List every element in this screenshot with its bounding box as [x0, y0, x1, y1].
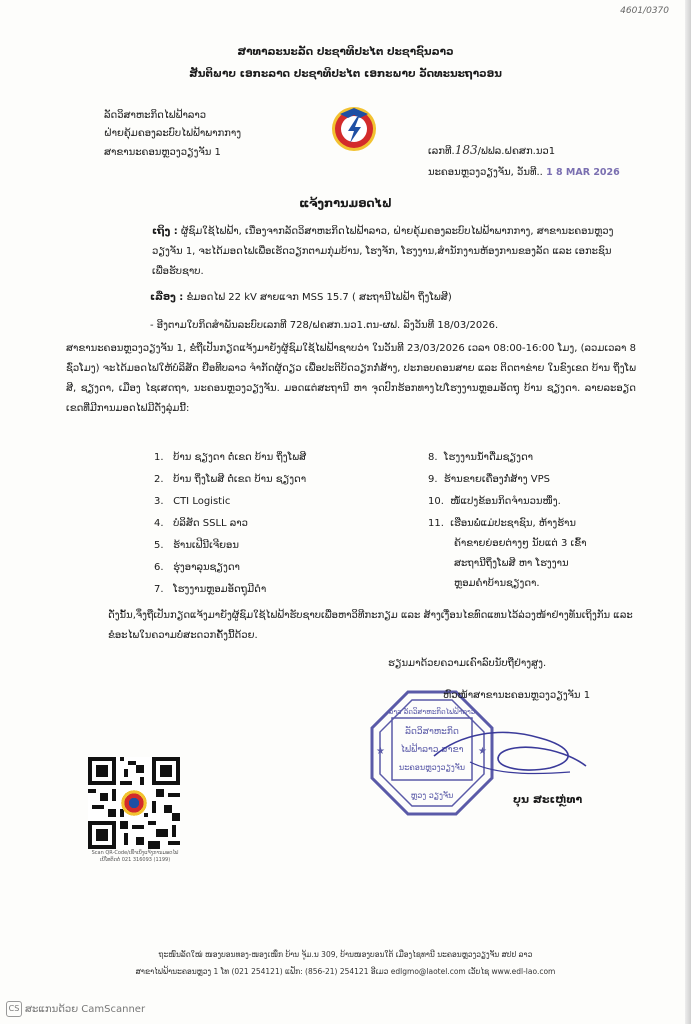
place-date [428, 167, 620, 178]
reference-line: - ອີງຕາມໃບກິດສຳພັນລະບົບເລກທີ 728/ຝຄສກ.ນວ1.ຕນ-ຜຟ. ລົງວັນທີ 18/03/2026. [150, 320, 499, 331]
reference-number [428, 143, 555, 157]
camscanner-icon: CS [6, 1001, 22, 1017]
to-text: ຜູ້ຊົມໃຊ້ໄຟຟ້າ, ເນື່ອງຈາກລັດວິສາຫະກິດໄຟຟ້າລາວ, ຝ່າຍຄຸ້ມຄອງລະບົບໄຟຟ້າພາກກາງ, ສາຂານະຄອນຫຼວງວຽງຈັນ 1, ຈະໄດ້ມອດໄຟເພື່ອເຮັດວຽກຕາມກຸ່ມບ້ານ, ໂຮງຈັກ, ໂຮງງານ,ສຳນັກງານຫ້ອງການຂອງລັດ ແລະ ເອກະຊົນເພື່ອຮັບຊາບ. [152, 226, 614, 277]
org-name-line2: ຝ່າຍຄຸ້ມຄອງລະບົບໄຟຟ້າພາກກາງ [104, 128, 242, 139]
seal-ring-bottom: ຫຼວງ ວຽງຈັນ [410, 791, 454, 800]
list-item: 8. ໂຮງງານນ້ຳດື່ມຊຽງດາ [428, 452, 534, 463]
subject-text: ຂໍມອດໄຟ 22 kV ສາຍແຈກ MSS 15.7 ( ສະຖານີໄຟຟ້າ ຖິ່ງໂພສີ) [186, 292, 452, 303]
signer-title: ຫົວໜ້າສາຂານະຄອນຫຼວງວຽງຈັນ 1 [443, 690, 591, 701]
list-item: 2. ບ້ານ ຖິ່ງໂພສີ ຕໍ່ເຂດ ບ້ານ ຊຽງດາ [154, 474, 307, 485]
closing-paragraph: ດັ່ງນັ້ນ,ຈຶ່ງຖືເປັນກຽດແຈ້ງມາຍັງຜູ້ຊົມໃຊ້ໄຟຟ້າຮັບຊາບເພື່ອຫາວິທີກະກຽມ ແລະ ສ້າງເງື່ອນໄຂທົດແທນໄວ້ລ່ວງໜ້າຢ່າງທັນເຖິງກັນ ແລະ ຂໍອະໄພໃນຄວາມບໍ່ສະດວກຄັ້ງນີ້ດ້ວຍ. [108, 610, 633, 641]
footer-address: ຖະໜົນລັດໃໝ່ ໜອງບອນທອງ-ໜອງເໜຶກ ບ້ານ ຈູ້ມ.ນ 309, ບ້ານໜອງບອນໃຕ້ ເມືອງໄຊທານີ ນະຄອນຫຼວງວຽງຈັນ ສປປ ລາວ [158, 950, 533, 959]
list-item: 4. ບໍລິສັດ SSLL ລາວ [154, 518, 248, 529]
subject-label: ເລື່ອງ : [150, 292, 184, 303]
list-item-continued: ຄ້າຂາຍຍ່ອຍຕ່າງໆ ນັບແຕ່ 3 ເຂົ້າ [454, 538, 587, 549]
ref-prefix: ເລກທີ. [428, 146, 455, 157]
subject-section [150, 288, 630, 308]
list-item: 11. ເຮືອນພໍ່ແມ່ປະຊາຊົນ, ຫ້າງຮ້ານ [428, 518, 577, 529]
seal-line3: ນະຄອນຫຼວງວຽງຈັນ [398, 763, 466, 772]
handwritten-signature-icon [430, 716, 590, 796]
camscanner-watermark: CS ສະແກນດ້ວຍ CamScanner [6, 1001, 145, 1017]
org-name-line1: ລັດວິສາຫະກິດໄຟຟ້າລາວ [104, 110, 207, 121]
list-item: 3. CTI Logistic [154, 496, 231, 507]
list-item: 10. ໜໍ້ແປງຂ້ອນກິດຈຳນວນໜຶ່ງ. [428, 496, 561, 507]
date-stamp: 1 8 MAR 2026 [546, 167, 620, 178]
ref-number: 183 [454, 143, 478, 157]
edl-logo-icon [330, 104, 378, 154]
to-section [152, 222, 622, 282]
document-title: ແຈ້ງການມອດໄຟ [299, 196, 392, 210]
svg-text:★: ★ [376, 746, 385, 757]
signer-name: ບຸນ ສະເຫຼ່ທາ [513, 793, 583, 806]
list-item: 1. ບ້ານ ຊຽງດາ ຕໍ່ເຂດ ບ້ານ ຖິ່ງໂພສີ [154, 452, 307, 463]
seal-line2: ໄຟຟ້າລາວ ສາຂາ [400, 745, 464, 755]
org-name-line3: ສາຂານະຄອນຫຼວງວຽງຈັນ 1 [104, 147, 221, 158]
place-date-label: ນະຄອນຫຼວງວຽງຈັນ, ວັນທີ.. [428, 167, 543, 178]
body-paragraph: ສາຂານະຄອນຫຼວງວຽງຈັນ 1, ຂໍຖືເປັນກຽດແຈ້ງມາຍັງຜູ້ຊົມໃຊ້ໄຟຟ້າຊາບວ່າ ໃນວັນທີ 23/03/2026 ເວລາ 08:00-16:00 ໂມງ, (ລວມເວລາ 8 ຊົ່ວໂມງ) ຈະໄດ້ມອດໄຟໃຫ້ບໍລິສັດ ຢືອທີບລາວ ຈຳກັດຜູ້ດຽວ ເພື່ອປະຕິບັດວຽກກໍ່ສ້າງ, ປະກອບຄອນສາຍ ແລະ ຕິດຕາຂ່າຍ ໃນຂົງເຂດ ບ້ານ ຖິ່ງໂພສີ, ຊຽງດາ, ເມືອງ ໄຊເສດຖາ, ນະຄອນຫຼວງວຽງຈັນ. ມອດແຕ່ສະຖານີ ຫາ ຈຸດປົກຮ້ອກທາງໄປໂຮງງານຫຼອມອັດຖຸ ບ້ານ ຊຽງດາ. ລາຍລະອຽດເຂດທີ່ມີການມອດໄຟມີດັ່ງລຸ່ມນີ້: [66, 343, 636, 414]
national-header-line1: ສາທາລະນະລັດ ປະຊາທິປະໄຕ ປະຊາຊົນລາວ [237, 46, 454, 58]
ref-suffix: /ຟຟລ.ຝຄສກ.ນວ1 [477, 146, 556, 157]
list-item-continued: ສະຖານີຖິ່ງໂພສີ ຫາ ໂຮງງານ [454, 558, 569, 569]
list-item-continued: ຫຼອມຄຳບ້ານຊຽງດາ. [454, 578, 540, 589]
qr-code-icon [88, 757, 180, 849]
handwritten-corner-note: 4601/0370 [620, 6, 669, 16]
svg-text:★: ★ [478, 746, 487, 757]
national-header-line2: ສັນຕິພາບ ເອກະລາດ ປະຊາທິປະໄຕ ເອກະພາບ ວັດທະນະຖາວອນ [189, 68, 502, 80]
qr-caption: Scan QR-Code/ເຂົ້າເບິ່ງແຈ້ງການມອດໄຟ ເບີໂທຕິດຕໍ່ 021 316093 (1199) [91, 850, 179, 863]
list-item: 6. ຮຸ່ງອາລຸນຊຽງດາ [154, 562, 240, 573]
footer-contact: ສາຂາໄຟຟ້ານະຄອນຫຼວງ 1 ໂທ (021 254121) ແຟັກ: (856-21) 254121 ອີເມວ edlgmo@laotel.com ເວັບໄຊ www.edl-lao.com [135, 967, 556, 976]
seal-ring-top: ລາວ ລັດວິສາຫະກິດໄຟຟ້າລາວ [388, 708, 476, 716]
list-item: 9. ຮ້ານຂາຍເຄື່ອງກໍ່ສ້າງ VPS [428, 474, 550, 485]
regards-line: ຮຽນມາດ້ວຍຄວາມເຄົາລົບນັບຖືຢ່າງສູງ. [388, 658, 547, 669]
list-item: 5. ຮ້ານເຟີນີເຈີຍອນ [154, 540, 239, 551]
seal-line1: ລັດວິສາຫະກິດ [405, 727, 459, 737]
to-label: ເຖິງ : [152, 226, 178, 237]
list-item: 7. ໂຮງງານຫຼອມອັດຖຸມີດຳ [154, 584, 267, 595]
page-edge-shadow [685, 0, 691, 1024]
